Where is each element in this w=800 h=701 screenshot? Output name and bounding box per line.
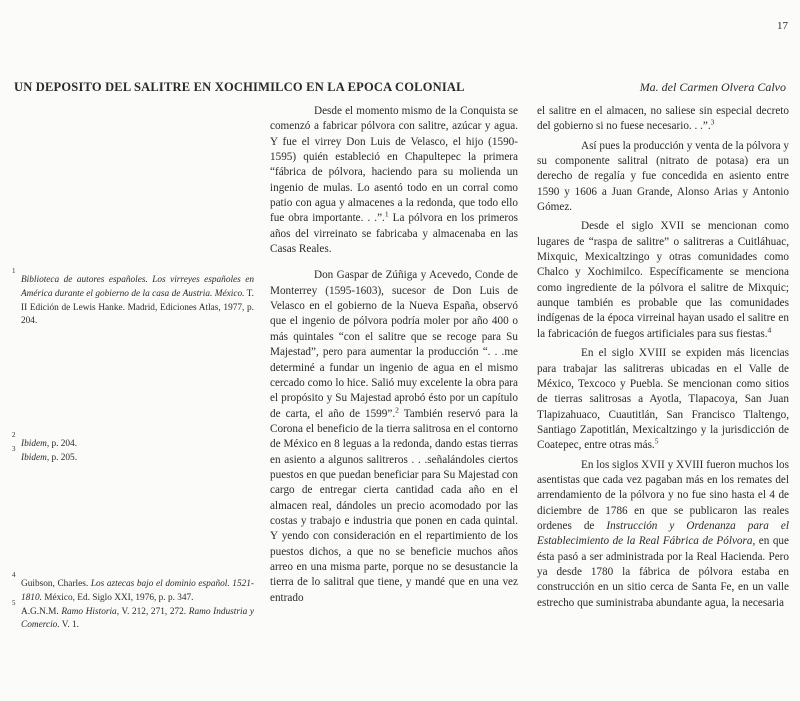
footnote-2: 2 Ibidem, p. 204. <box>12 431 78 449</box>
body-column-2 <box>537 104 789 611</box>
paragraph: Así pues la producción y venta de la pólvora y su componente salitral (nitrato de potasa) era un derecho de regalía y fue concedida en asiento entre 1590 y 1606 a Juan Grande, Alonso Arias y Antonio Gómez. <box>537 139 789 214</box>
footnotes-group-1 <box>12 267 254 329</box>
paragraph: Don Gaspar de Zúñiga y Acevedo, Conde de Monterrey (1595-1603), sucesor de Don Luis de Velasco en el gobierno de la Nueva España, observó que el ingenio de pólvora podría moler por año 400 o más quintales “con el salitre que se recoge para Su Majestad”, pero para aumentar la producción “. . .me determiné a fundar un ingenio de agua en el mismo cercado como lo hice. Salió muy excelente la obra para el propósito y Su Majestad aprobó ésto por un capítulo de carta, el año de 1599”.$^2$ También reservó para la Corona el beneficio de la tierra salitrosa en el contorno de México en 8 leguas a la redonda, dando estas tierras en asiento a algunos salitreros . . .señalándoles ciertos puestos en que puedan beneficiar para Su Majestad con cargo de entregar cierta cantidad cada año en el almacen real, dándoles un precio acomodado por las costas y trabajo e industria que ponen en cada quintal. Y yendo con consideración en el repartimiento de los puestos dichos, a que no se beneficie muchos años arreo en una misma parte, porque no se desustancie la tierra de lo salitral que tiene, y mandé que en una vez entrado <box>270 269 518 604</box>
footnote-5: 5 A.G.N.M. Ramo Historia, V. 212, 271, 272. Ramo Industria y Comercio. V. 1. <box>12 598 254 631</box>
footnote-4: 4 Guibson, Charles. Los aztecas bajo el dominio español. 1521-1810. México, Ed. Siglo XXI, 1976, p. p. 347. <box>12 571 254 603</box>
paragraph-continued: el salitre en el almacen, no saliese sin especial decreto del gobierno si no fuese necesario. . .”.$^3$ <box>537 105 789 133</box>
footnotes-group-3 <box>12 571 254 633</box>
paragraph: Desde el siglo XVII se mencionan como lugares de “raspa de salitre” o salitreras a Cuitláhuac, Mixquic, Mexicaltzingo y otras comunidades como Chalco y Xochimilco. Específicamente se menciona como ingrediente de la pólvora el salitre de Mixquic; aunque también es probable que las comunidades indígenas de la época virreinal hayan usado el salitre en la fabricación de fuegos artificiales para sus fiestas.$^4$ <box>537 220 789 340</box>
paragraph: En el siglo XVIII se expiden más licencias para trabajar las salitreras ubicadas en el Valle de México, Texcoco y Puebla. Se mencionan como sitios de tierras salitrosas a Ayotla, Tlapacoya, San Juan Tlapizahuaco, Cuautitlán, San Francisco Tlaltengo, Santiago Zapotitlán, Mexicaltzingo y la jurisdicción de Coatepec, entre otras más.$^5$ <box>537 347 789 452</box>
footnote-1: 1 Biblioteca de autores españoles. Los virreyes españoles en América durante el gobierno de la casa de Austria. México. T. II Edición de Lewis Hanke. Madrid, Ediciones Atlas, 1977, p. 204. <box>12 267 254 327</box>
page-number: 17 <box>777 20 788 32</box>
footnote-3: 3 Ibidem, p. 205. <box>12 444 78 463</box>
body-column-1 <box>270 104 518 606</box>
footnotes-group-2 <box>12 431 254 466</box>
article-title: UN DEPOSITO DEL SALITRE EN XOCHIMILCO EN LA EPOCA COLONIAL <box>14 80 465 94</box>
paragraph: Desde el momento mismo de la Conquista se comenzó a fabricar pólvora con salitre, azúcar y agua. Y fue el virrey Don Luis de Velasco, el hijo (1590-1595) quién estableció en Chapultepec la primera “fábrica de pólvora, haciendo para su molienda un ingenio de mulas. Lo asentó todo en un corral como patio con agua y almacenes a la redonda, que todo ello fue obra importante. . .”.$^1$ La pólvora en los primeros años del virreinato se fabricaba y almacenaba en las Casas Reales. <box>270 105 519 256</box>
paragraph: En los siglos XVII y XVIII fueron muchos los asentistas que cada vez pagaban más en los remates del arrendamiento de la pólvora y no fue sino hasta el 4 de diciembre de 1786 en que se publicaron las reales ordenes de Instrucción y Ordenanza para el Establecimiento de la Real Fábrica de Pólvora, en que ésta pasó a ser administrada por la Real Hacienda. Pero ya desde 1780 la fábrica de pólvora estaba en construcción en un sitio cerca de Santa Fe, en un valle estrecho que suministraba abundante agua, la necesaria <box>537 458 789 609</box>
article-author: Ma. del Carmen Olvera Calvo <box>639 80 786 94</box>
